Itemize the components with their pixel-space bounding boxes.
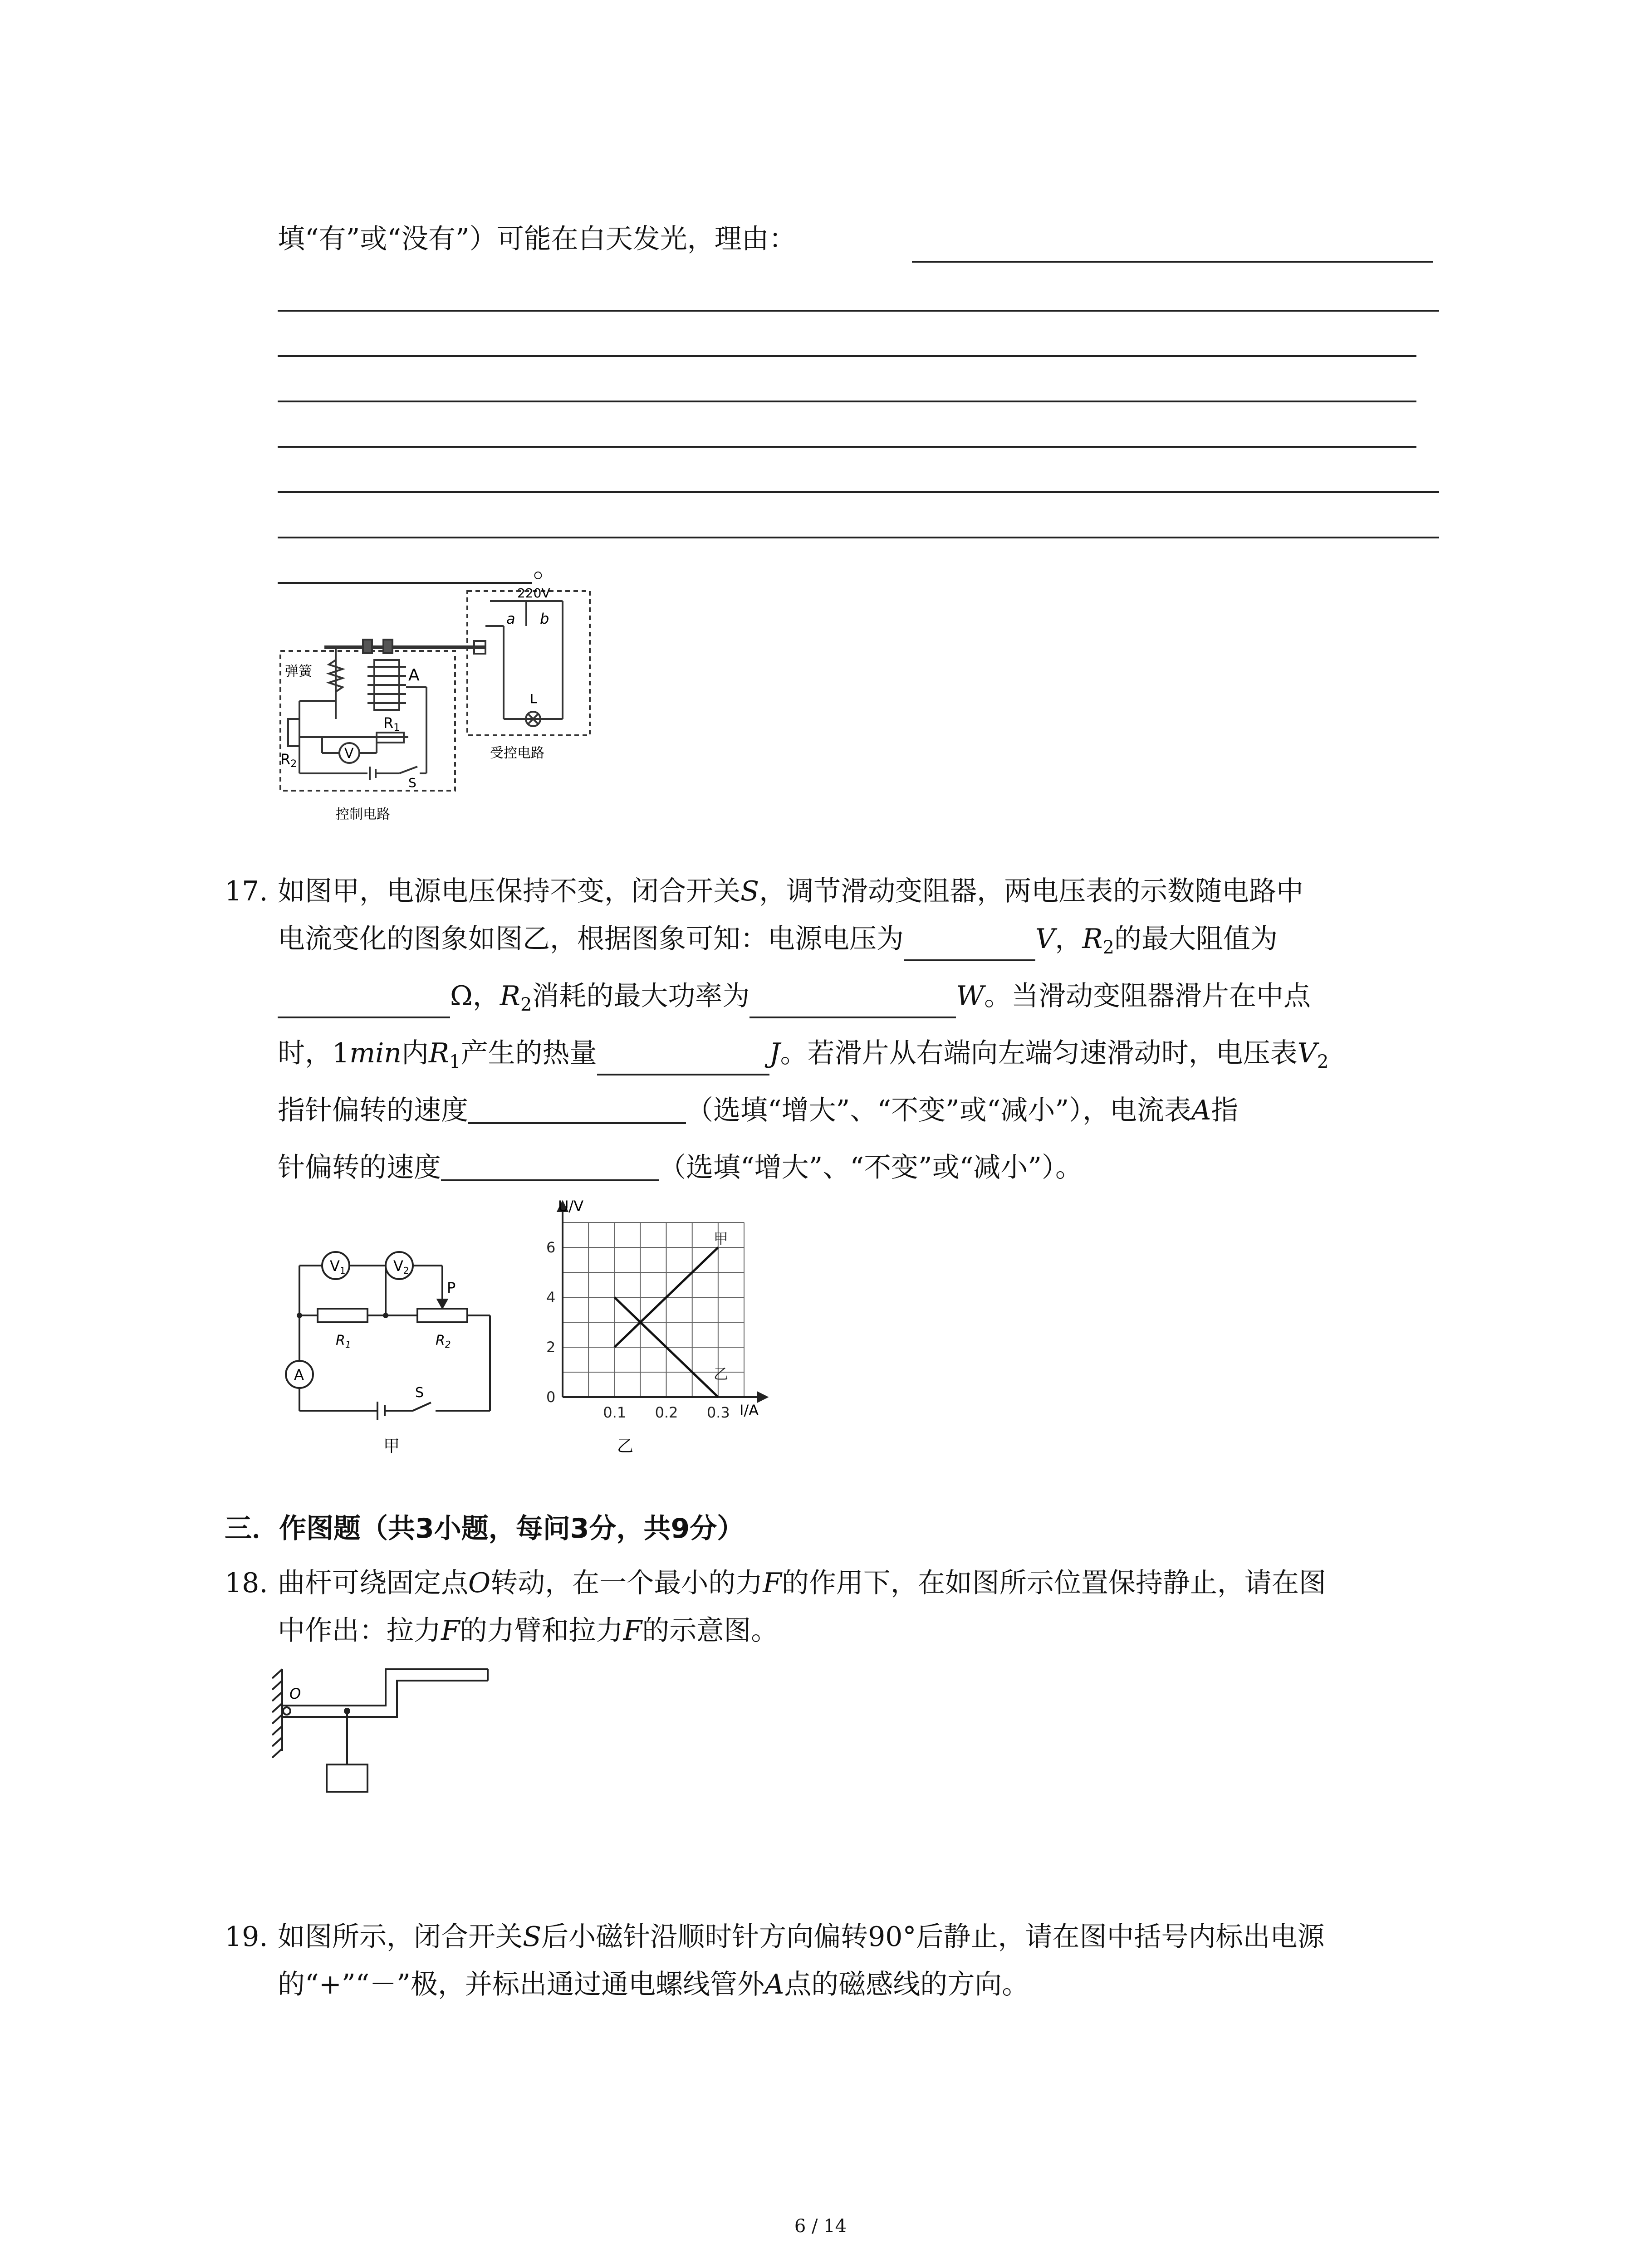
y-tick-label: 6 [546, 1239, 556, 1256]
switch-label: S [408, 775, 416, 790]
voltage-label: 220V [517, 586, 550, 601]
q18-line1: 曲杆可绕固定点O转动，在一个最小的力F的作用下，在如图所示位置保持静止，请在图 [278, 1567, 1326, 1599]
q17-line4: 时，1min内$R_1$产生的热量 J。若滑片从右端向左端匀速滑动时，电压表$V_2$ [278, 1040, 1328, 1075]
q17-line1: 如图甲，电源电压保持不变，闭合开关S，调节滑动变阻器，两电压表的示数随电路中 [278, 875, 1304, 907]
page-number: 6 / 14 [794, 2216, 847, 2237]
x-axis-label: I/A [740, 1402, 759, 1419]
q17-circuit-figure [272, 1243, 508, 1461]
section-title: 三．作图题（共3小题，每问3分，共9分） [225, 1513, 745, 1545]
chart-caption: 乙 [617, 1437, 634, 1456]
lamp-label: L [530, 691, 537, 706]
q16-answer-line-text: 填“有”或“没有”）可能在白天发光，理由： [278, 223, 796, 255]
x-tick-label: 0.2 [655, 1404, 678, 1421]
spring-label: 弹簧 [285, 664, 312, 679]
q17-line3: Ω，$R_2$消耗的最大功率为 W。当滑动变阻器滑片在中点 [278, 982, 1311, 1018]
v1-label: V1 [330, 1257, 346, 1276]
q17-line5: 指针偏转的速度 （选填“增大”、“不变”或“减小”），电流表A指 [278, 1095, 1239, 1126]
x-tick-label: 0.1 [603, 1404, 627, 1421]
q19-number: 19. [225, 1921, 268, 1953]
r2-label: $R_2$ [436, 1333, 451, 1350]
r2-label: R2 [280, 751, 297, 770]
controlled-circuit-label: 受控电路 [490, 745, 544, 761]
y-tick-label: 2 [546, 1339, 556, 1356]
r1-label: R1 [383, 714, 400, 733]
blank-r2-max[interactable] [278, 991, 450, 1018]
blank-source-voltage[interactable] [904, 934, 1035, 961]
y-tick-label: 4 [546, 1289, 556, 1306]
blank-v2-speed[interactable] [468, 1097, 686, 1124]
contact-a-label: a [506, 610, 515, 627]
r1-label: $R_1$ [336, 1333, 351, 1350]
end-mark: 。 [533, 552, 560, 584]
switch-label: S [415, 1385, 424, 1401]
q17-line6: 针偏转的速度 （选填“增大”、“不变”或“减小”）。 [278, 1152, 1083, 1183]
q18-line2: 中作出：拉力F的力臂和拉力F的示意图。 [278, 1615, 779, 1647]
x-tick-label: 0.3 [706, 1404, 730, 1421]
y-axis-label: U/V [558, 1198, 584, 1215]
pivot-o-label: O [289, 1685, 301, 1702]
blank-r2-power[interactable] [749, 991, 956, 1018]
answer-line[interactable] [278, 310, 1439, 312]
q18-lever-figure [272, 1660, 508, 1805]
ammeter-label: A [294, 1366, 304, 1383]
q17-line2: 电流变化的图象如图乙，根据图象可知：电源电压为 V，$R_2$的最大阻值为 [278, 925, 1278, 961]
control-circuit-label: 控制电路 [336, 807, 390, 822]
answer-line[interactable] [278, 355, 1416, 357]
q17-chart [526, 1198, 780, 1456]
q19-line1: 如图所示，闭合开关S后小磁针沿顺时针方向偏转90°后静止，请在图中括号内标出电源 [278, 1921, 1325, 1953]
blank-ammeter-speed[interactable] [441, 1154, 659, 1181]
q19-line2: 的“+”“－”极，并标出通过通电螺线管外A点的磁感线的方向。 [278, 1969, 1029, 2000]
contact-b-label: b [540, 610, 549, 627]
answer-line[interactable] [278, 491, 1439, 493]
answer-line[interactable] [278, 446, 1416, 448]
v2-label: V2 [393, 1257, 409, 1276]
series-label: 甲 [713, 1230, 728, 1247]
voltmeter-label: V [344, 746, 354, 762]
series-label: 乙 [713, 1365, 728, 1383]
q17-number: 17. [225, 875, 268, 907]
answer-line[interactable] [278, 401, 1416, 402]
y-tick-label: 0 [546, 1388, 556, 1406]
armature-label: A [408, 666, 420, 684]
answer-line[interactable] [278, 537, 1439, 538]
relay-circuit-figure [272, 583, 599, 837]
blank-heat[interactable] [597, 1048, 769, 1075]
slider-p-label: P [447, 1279, 456, 1296]
q18-number: 18. [225, 1567, 268, 1599]
figure-caption: 甲 [383, 1437, 400, 1456]
answer-line[interactable] [912, 261, 1433, 263]
